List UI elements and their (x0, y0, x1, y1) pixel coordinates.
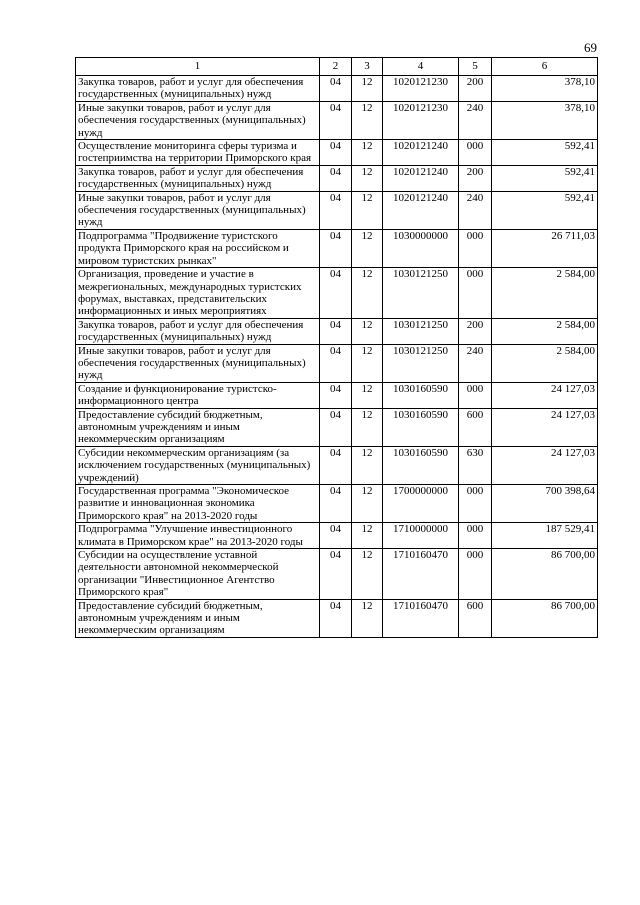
row-target-code: 1030000000 (383, 229, 459, 267)
row-expense-type: 240 (459, 191, 492, 229)
row-section: 04 (320, 382, 352, 408)
row-expense-type: 000 (459, 549, 492, 600)
header-col-3: 3 (352, 58, 383, 76)
header-col-6: 6 (492, 58, 598, 76)
row-amount: 187 529,41 (492, 523, 598, 549)
table-row (76, 76, 598, 102)
row-target-code: 1710000000 (383, 523, 459, 549)
row-subsection: 12 (352, 599, 383, 637)
row-name: Предоставление субсидий бюджетным, автономным учреждениям и иным некоммерческим организациям (76, 408, 320, 446)
row-section: 04 (320, 523, 352, 549)
row-section: 04 (320, 76, 352, 102)
row-section: 04 (320, 191, 352, 229)
row-section: 04 (320, 599, 352, 637)
table-row (76, 344, 598, 382)
budget-table (75, 57, 598, 638)
row-subsection: 12 (352, 268, 383, 319)
page-number: 69 (584, 40, 597, 55)
row-subsection: 12 (352, 101, 383, 139)
row-expense-type: 600 (459, 408, 492, 446)
row-subsection: 12 (352, 523, 383, 549)
header-col-5: 5 (459, 58, 492, 76)
row-target-code: 1710160470 (383, 549, 459, 600)
header-col-2: 2 (320, 58, 352, 76)
row-target-code: 1030160590 (383, 446, 459, 484)
row-amount: 24 127,03 (492, 446, 598, 484)
row-amount: 86 700,00 (492, 549, 598, 600)
row-target-code: 1020121240 (383, 140, 459, 166)
header-col-4: 4 (383, 58, 459, 76)
row-expense-type: 000 (459, 140, 492, 166)
row-name: Предоставление субсидий бюджетным, автономным учреждениям и иным некоммерческим организациям (76, 599, 320, 637)
row-name: Субсидии некоммерческим организациям (за исключением государственных (муниципальных) учреждений) (76, 446, 320, 484)
header-row (76, 58, 598, 76)
row-section: 04 (320, 140, 352, 166)
row-name: Субсидии на осуществление уставной деятельности автономной некоммерческой организации "Инвестиционное Агентство Приморского края" (76, 549, 320, 600)
row-target-code: 1020121230 (383, 101, 459, 139)
row-amount: 592,41 (492, 165, 598, 191)
row-expense-type: 000 (459, 382, 492, 408)
table-row (76, 101, 598, 139)
row-section: 04 (320, 408, 352, 446)
row-section: 04 (320, 229, 352, 267)
row-name: Организация, проведение и участие в межрегиональных, международных туристских форумах, выставках, представительских информационных и иных мероприятиях (76, 268, 320, 319)
row-target-code: 1030160590 (383, 408, 459, 446)
row-target-code: 1020121240 (383, 191, 459, 229)
row-amount: 24 127,03 (492, 382, 598, 408)
row-target-code: 1030160590 (383, 382, 459, 408)
header-col-1: 1 (76, 58, 320, 76)
row-section: 04 (320, 344, 352, 382)
row-expense-type: 630 (459, 446, 492, 484)
row-subsection: 12 (352, 485, 383, 523)
row-name: Осуществление мониторинга сферы туризма и гостеприимства на территории Приморского края (76, 140, 320, 166)
table-row (76, 229, 598, 267)
row-expense-type: 200 (459, 76, 492, 102)
row-expense-type: 600 (459, 599, 492, 637)
row-target-code: 1020121240 (383, 165, 459, 191)
row-amount: 2 584,00 (492, 344, 598, 382)
row-subsection: 12 (352, 344, 383, 382)
row-amount: 378,10 (492, 101, 598, 139)
row-amount: 592,41 (492, 140, 598, 166)
table-row (76, 599, 598, 637)
row-subsection: 12 (352, 382, 383, 408)
row-name: Создание и функционирование туристско-информационного центра (76, 382, 320, 408)
table-row (76, 446, 598, 484)
table-row (76, 191, 598, 229)
table-row (76, 382, 598, 408)
row-amount: 24 127,03 (492, 408, 598, 446)
row-section: 04 (320, 549, 352, 600)
row-name: Закупка товаров, работ и услуг для обеспечения государственных (муниципальных) нужд (76, 318, 320, 344)
row-expense-type: 000 (459, 229, 492, 267)
table-row (76, 165, 598, 191)
row-name: Подпрограмма "Продвижение туристского продукта Приморского края на российском и мировом туристских рынках" (76, 229, 320, 267)
row-amount: 2 584,00 (492, 318, 598, 344)
row-expense-type: 240 (459, 344, 492, 382)
row-section: 04 (320, 101, 352, 139)
row-target-code: 1020121230 (383, 76, 459, 102)
row-subsection: 12 (352, 229, 383, 267)
row-amount: 378,10 (492, 76, 598, 102)
row-name: Государственная программа "Экономическое развитие и инновационная экономика Приморского края" на 2013-2020 годы (76, 485, 320, 523)
row-amount: 2 584,00 (492, 268, 598, 319)
table-row (76, 523, 598, 549)
row-section: 04 (320, 446, 352, 484)
table-header (76, 58, 598, 76)
row-section: 04 (320, 268, 352, 319)
table-body (76, 76, 598, 638)
row-section: 04 (320, 318, 352, 344)
row-subsection: 12 (352, 446, 383, 484)
row-amount: 700 398,64 (492, 485, 598, 523)
row-expense-type: 000 (459, 485, 492, 523)
row-section: 04 (320, 485, 352, 523)
row-section: 04 (320, 165, 352, 191)
row-name: Иные закупки товаров, работ и услуг для обеспечения государственных (муниципальных) нужд (76, 191, 320, 229)
row-amount: 592,41 (492, 191, 598, 229)
row-amount: 86 700,00 (492, 599, 598, 637)
row-target-code: 1030121250 (383, 344, 459, 382)
row-expense-type: 240 (459, 101, 492, 139)
row-name: Закупка товаров, работ и услуг для обеспечения государственных (муниципальных) нужд (76, 165, 320, 191)
row-expense-type: 000 (459, 523, 492, 549)
row-subsection: 12 (352, 76, 383, 102)
row-expense-type: 200 (459, 318, 492, 344)
table-row (76, 408, 598, 446)
table-row (76, 485, 598, 523)
row-subsection: 12 (352, 191, 383, 229)
row-target-code: 1030121250 (383, 268, 459, 319)
table-row (76, 268, 598, 319)
row-target-code: 1030121250 (383, 318, 459, 344)
row-subsection: 12 (352, 165, 383, 191)
row-amount: 26 711,03 (492, 229, 598, 267)
table-row (76, 318, 598, 344)
table-row (76, 140, 598, 166)
row-subsection: 12 (352, 318, 383, 344)
row-name: Иные закупки товаров, работ и услуг для обеспечения государственных (муниципальных) нужд (76, 344, 320, 382)
row-subsection: 12 (352, 549, 383, 600)
row-name: Закупка товаров, работ и услуг для обеспечения государственных (муниципальных) нужд (76, 76, 320, 102)
row-target-code: 1700000000 (383, 485, 459, 523)
row-target-code: 1710160470 (383, 599, 459, 637)
table-row (76, 549, 598, 600)
row-subsection: 12 (352, 408, 383, 446)
row-name: Иные закупки товаров, работ и услуг для обеспечения государственных (муниципальных) нужд (76, 101, 320, 139)
row-expense-type: 000 (459, 268, 492, 319)
row-name: Подпрограмма "Улучшение инвестиционного климата в Приморском крае" на 2013-2020 годы (76, 523, 320, 549)
row-subsection: 12 (352, 140, 383, 166)
row-expense-type: 200 (459, 165, 492, 191)
